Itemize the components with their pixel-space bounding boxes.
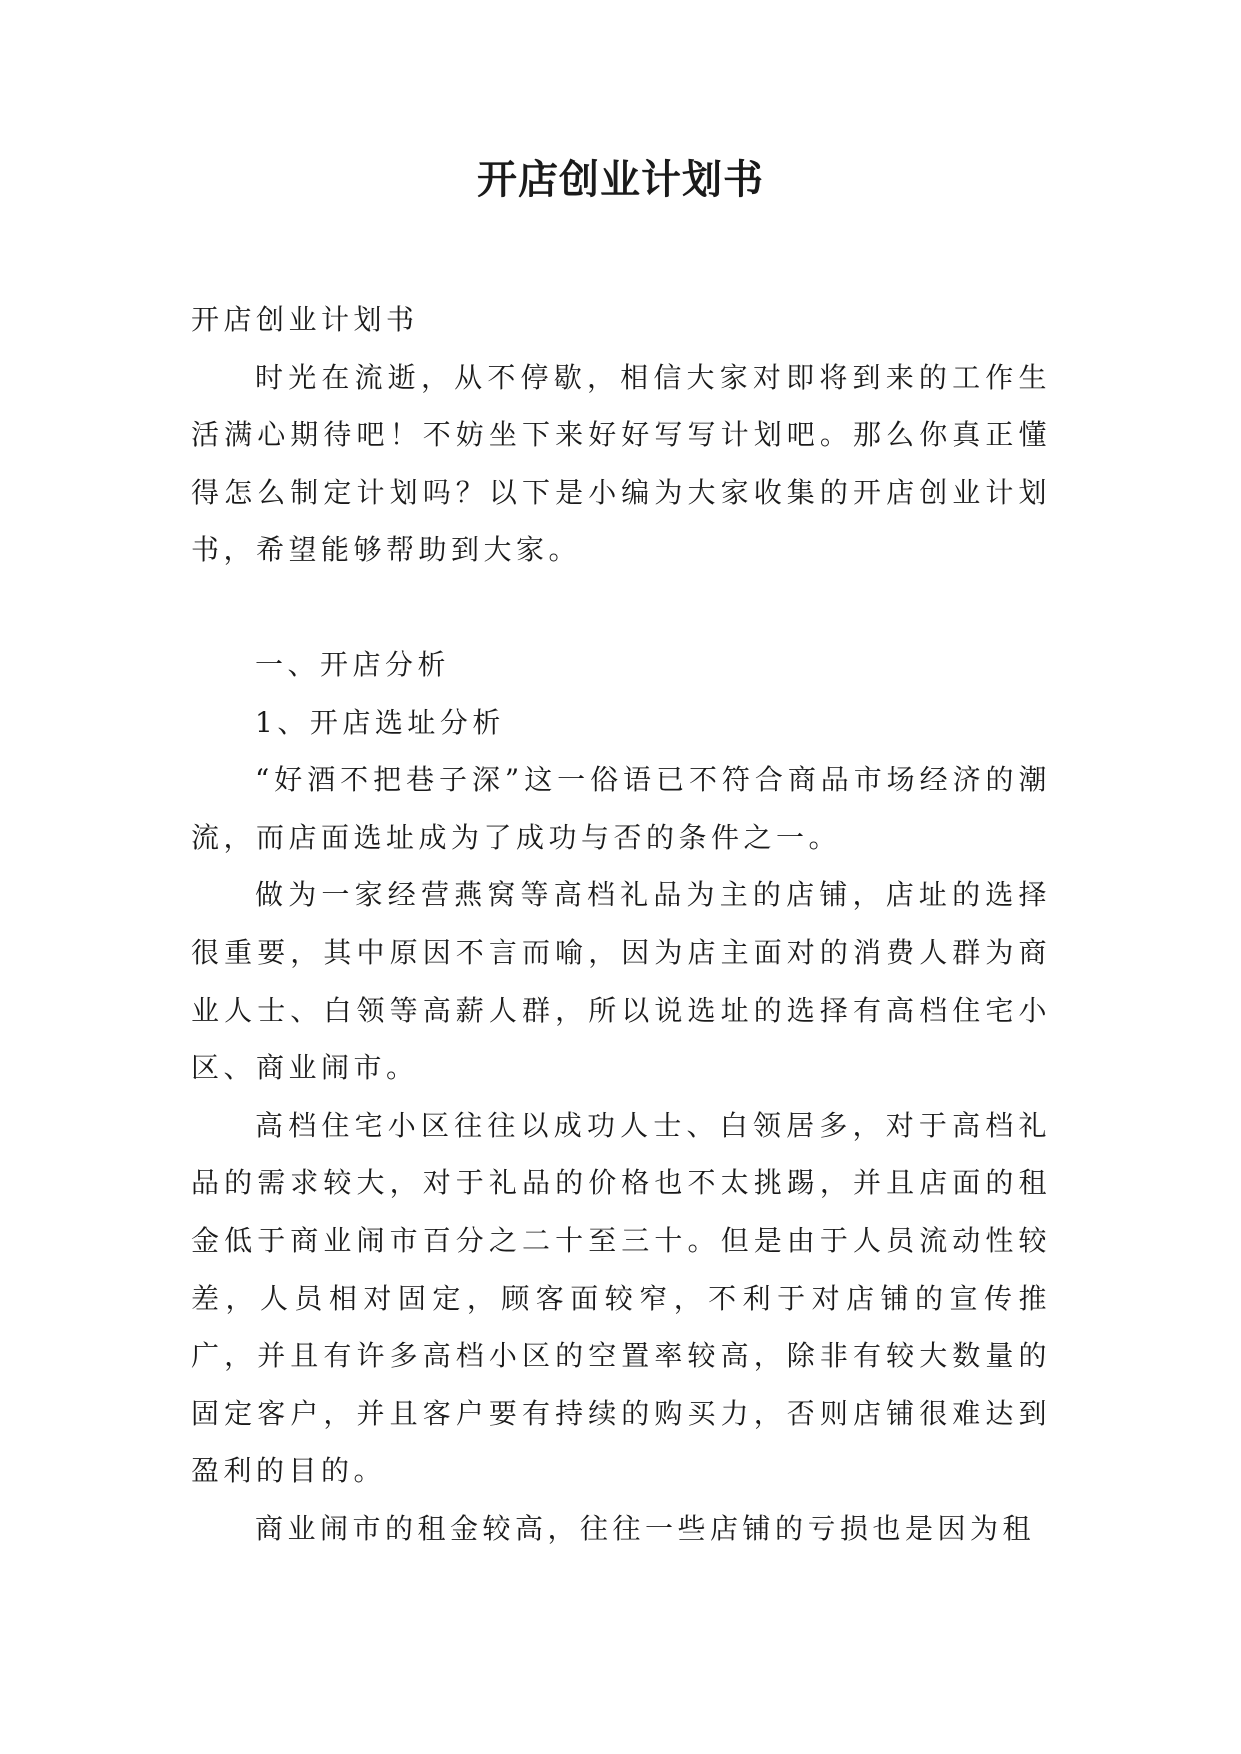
document-title: 开店创业计划书: [477, 157, 764, 203]
body-paragraph: 高档住宅小区往往以成功人士、白领居多，对于高档礼品的需求较大，对于礼品的价格也不太挑踢，并且店面的租金低于商业闹市百分之二十至三十。但是由于人员流动性较差，人员相对固定，顾客面较窄，不利于对店铺的宣传推广，并且有许多高档小区的空置率较高，除非有较大数量的固定客户，并且客户要有持续的购买力，否则店铺很难达到盈利的目的。: [191, 1108, 1051, 1488]
document-body: [191, 291, 1051, 1557]
subtitle-paragraph: 开店创业计划书: [191, 303, 419, 336]
section-heading: 一、开店分析: [255, 647, 451, 681]
body-paragraph: 商业闹市的租金较高，往往一些店铺的亏损也是因为租: [255, 1511, 1036, 1545]
intro-paragraph: 时光在流逝，从不停歇，相信大家对即将到来的工作生活满心期待吧！不妨坐下来好好写写计划吧。那么你真正懂得怎么制定计划吗？以下是小编为大家收集的开店创业计划书，希望能够帮助到大家。: [191, 360, 1051, 567]
body-paragraph: 做为一家经营燕窝等高档礼品为主的店铺，店址的选择很重要，其中原因不言而喻，因为店主面对的消费人群为商业人士、白领等高薪人群，所以说选址的选择有高档住宅小区、商业闹市。: [191, 878, 1051, 1085]
subsection-heading: 1、开店选址分析: [255, 705, 505, 739]
body-paragraph: “好酒不把巷子深”这一俗语已不符合商品市场经济的潮流，而店面选址成为了成功与否的条件之一。: [191, 763, 1051, 854]
